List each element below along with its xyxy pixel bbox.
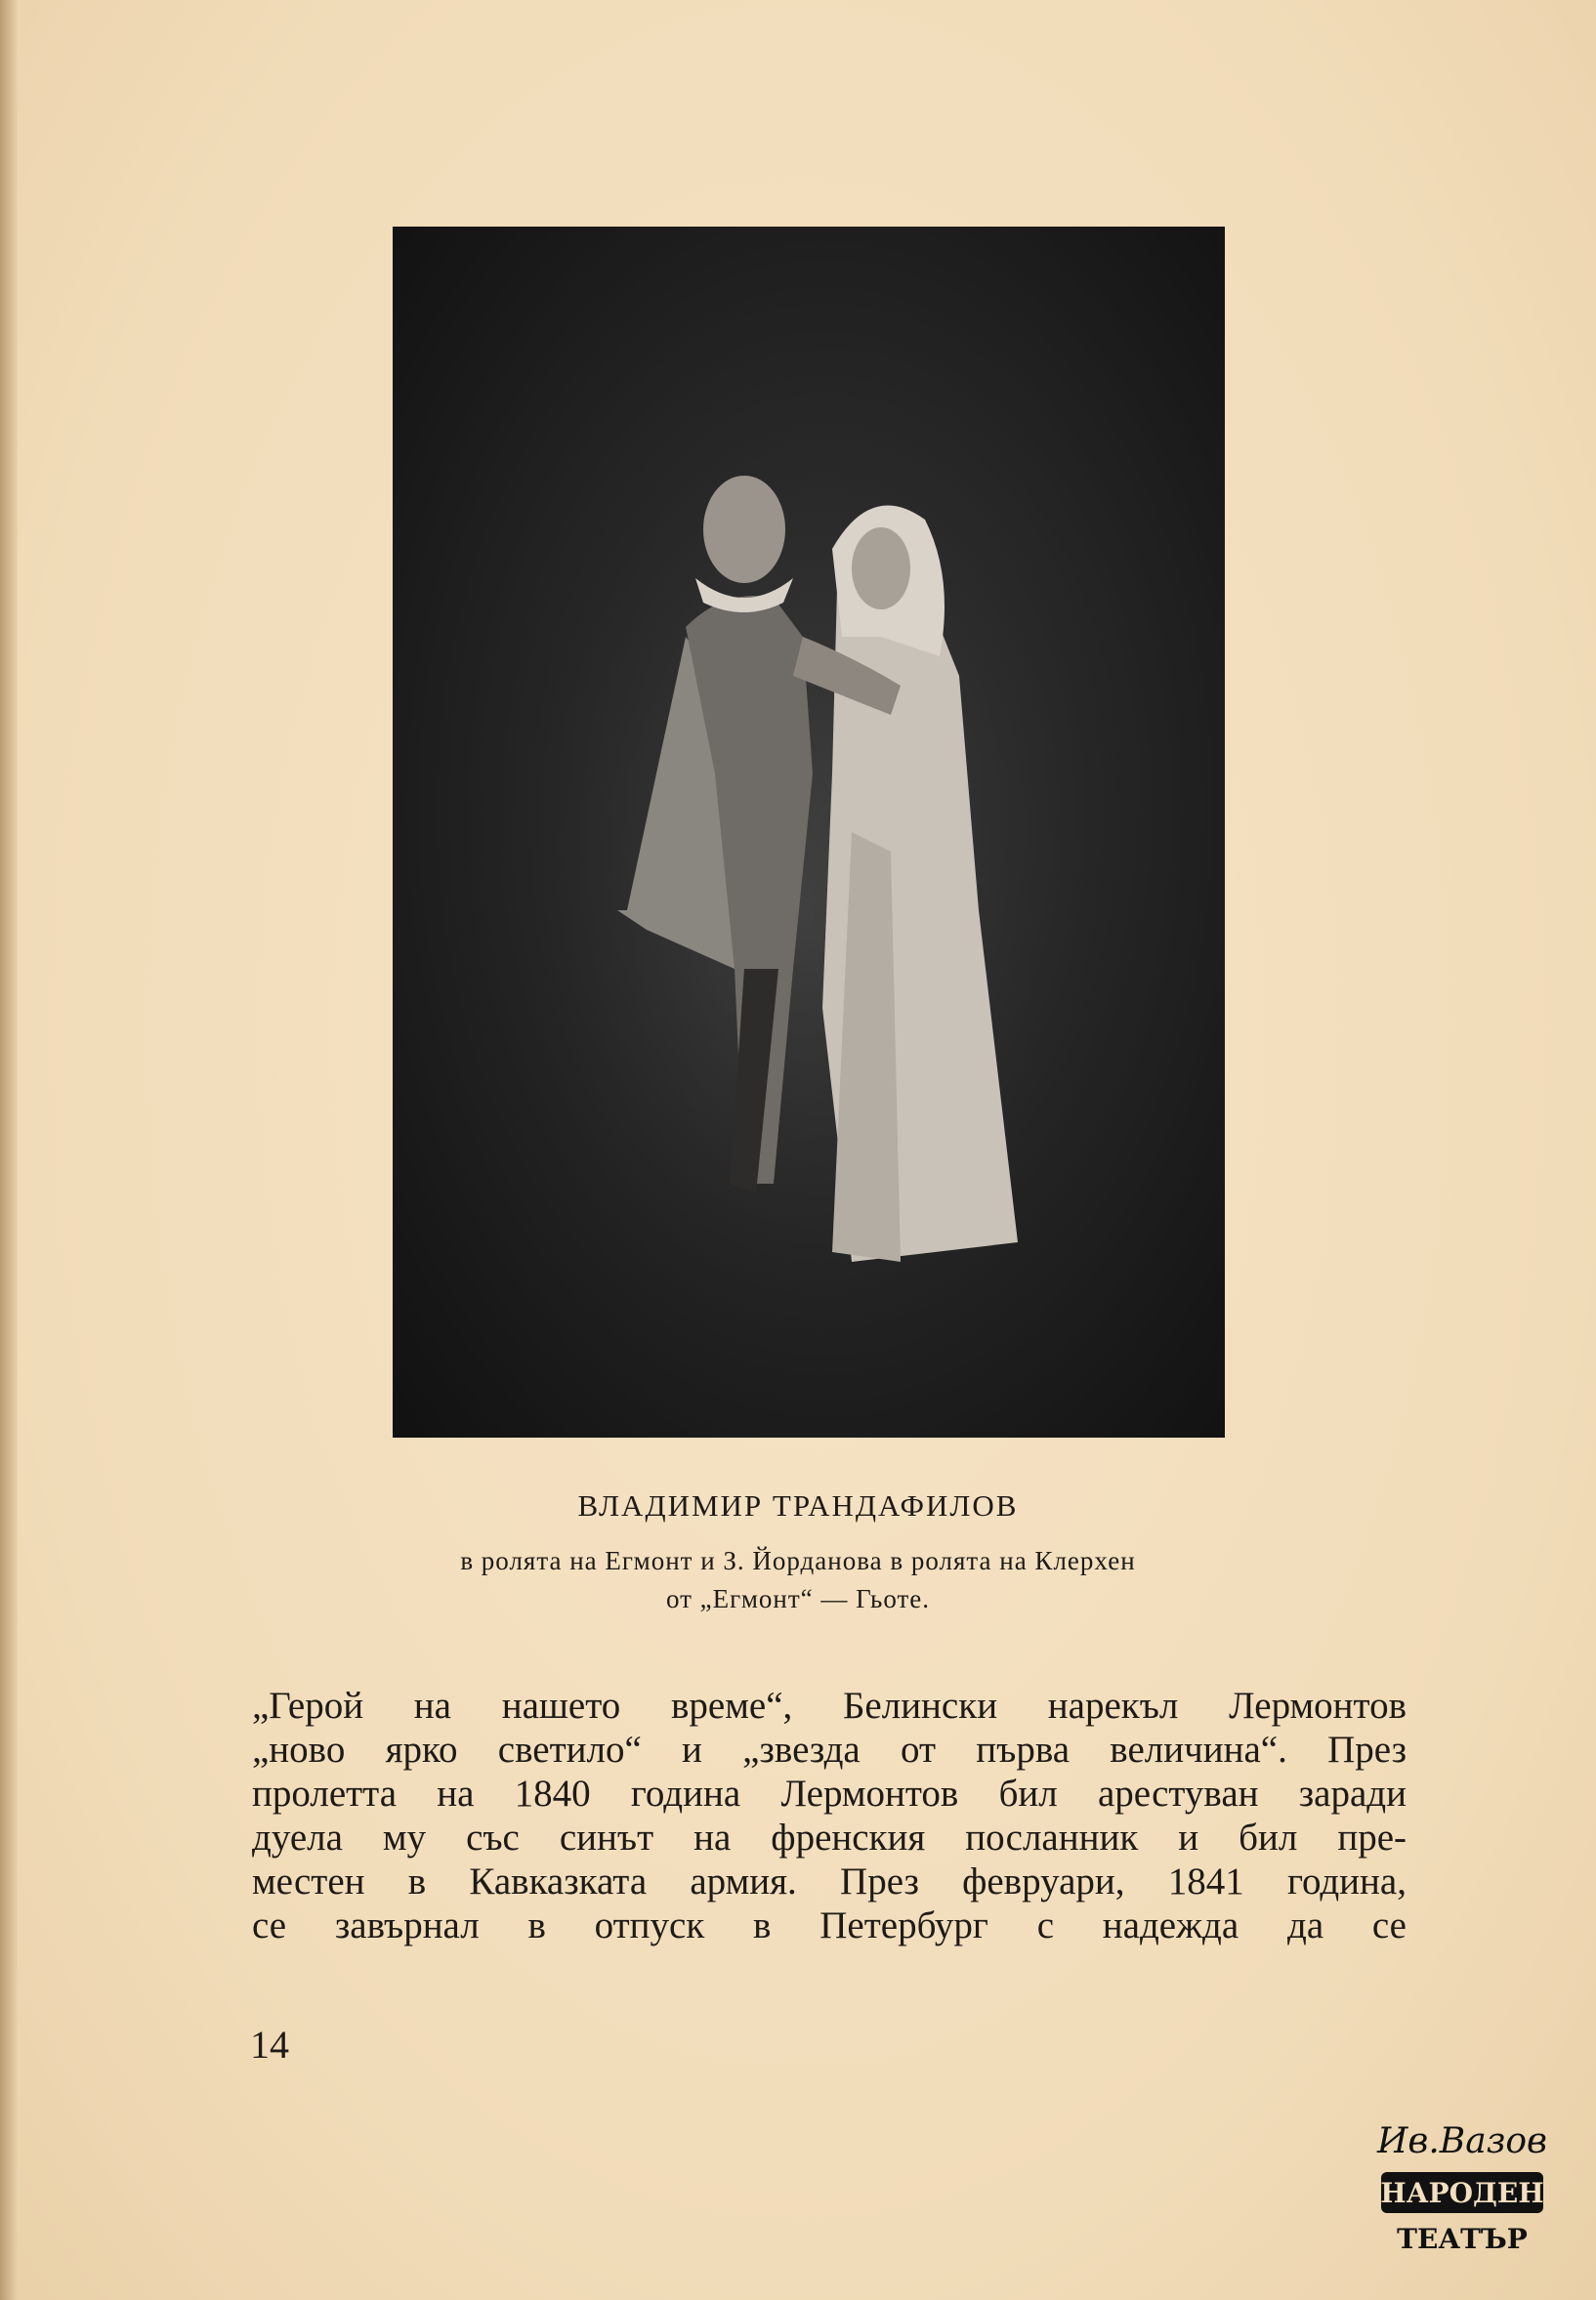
caption-line-2: от „Егмонт“ — Гьоте.	[665, 1584, 931, 1613]
body-line: „ново ярко светило“ и „звезда от първа величина“. През	[252, 1729, 1407, 1771]
body-line: „Герой на нашето време“, Белински нарекъл Лермонтов	[252, 1685, 1407, 1727]
body-line: пролетта на 1840 година Лермонтов бил арестуван заради	[252, 1773, 1407, 1815]
body-line: дуела му със синът на френския посланник и бил пре-	[252, 1817, 1407, 1859]
national-theatre-logo	[1375, 2102, 1549, 2274]
caption-line-1: в ролята на Егмонт и З. Йорданова в ролята на Клерхен	[460, 1546, 1136, 1575]
body-line: се завърнал в отпуск в Петербург с надежда да се	[252, 1904, 1407, 1946]
caption-title: ВЛАДИМИР ТРАНДАФИЛОВ	[577, 1488, 1019, 1523]
logo-line-1: НАРОДЕН	[1380, 2177, 1544, 2209]
stage-photo-illustration	[393, 227, 1225, 1438]
logo-line-2: ТЕАТЪР	[1397, 2223, 1528, 2255]
page-number: 14	[250, 2023, 289, 2067]
body-paragraph	[252, 1684, 1407, 1947]
stage-photo	[393, 227, 1225, 1438]
logo-graphic	[1375, 2102, 1549, 2274]
page-binding-edge	[0, 0, 18, 2300]
logo-signature: Ив.Вазов	[1377, 2121, 1547, 2161]
body-line: местен в Кавказката армия. През февруари, 1841 година,	[252, 1861, 1407, 1903]
